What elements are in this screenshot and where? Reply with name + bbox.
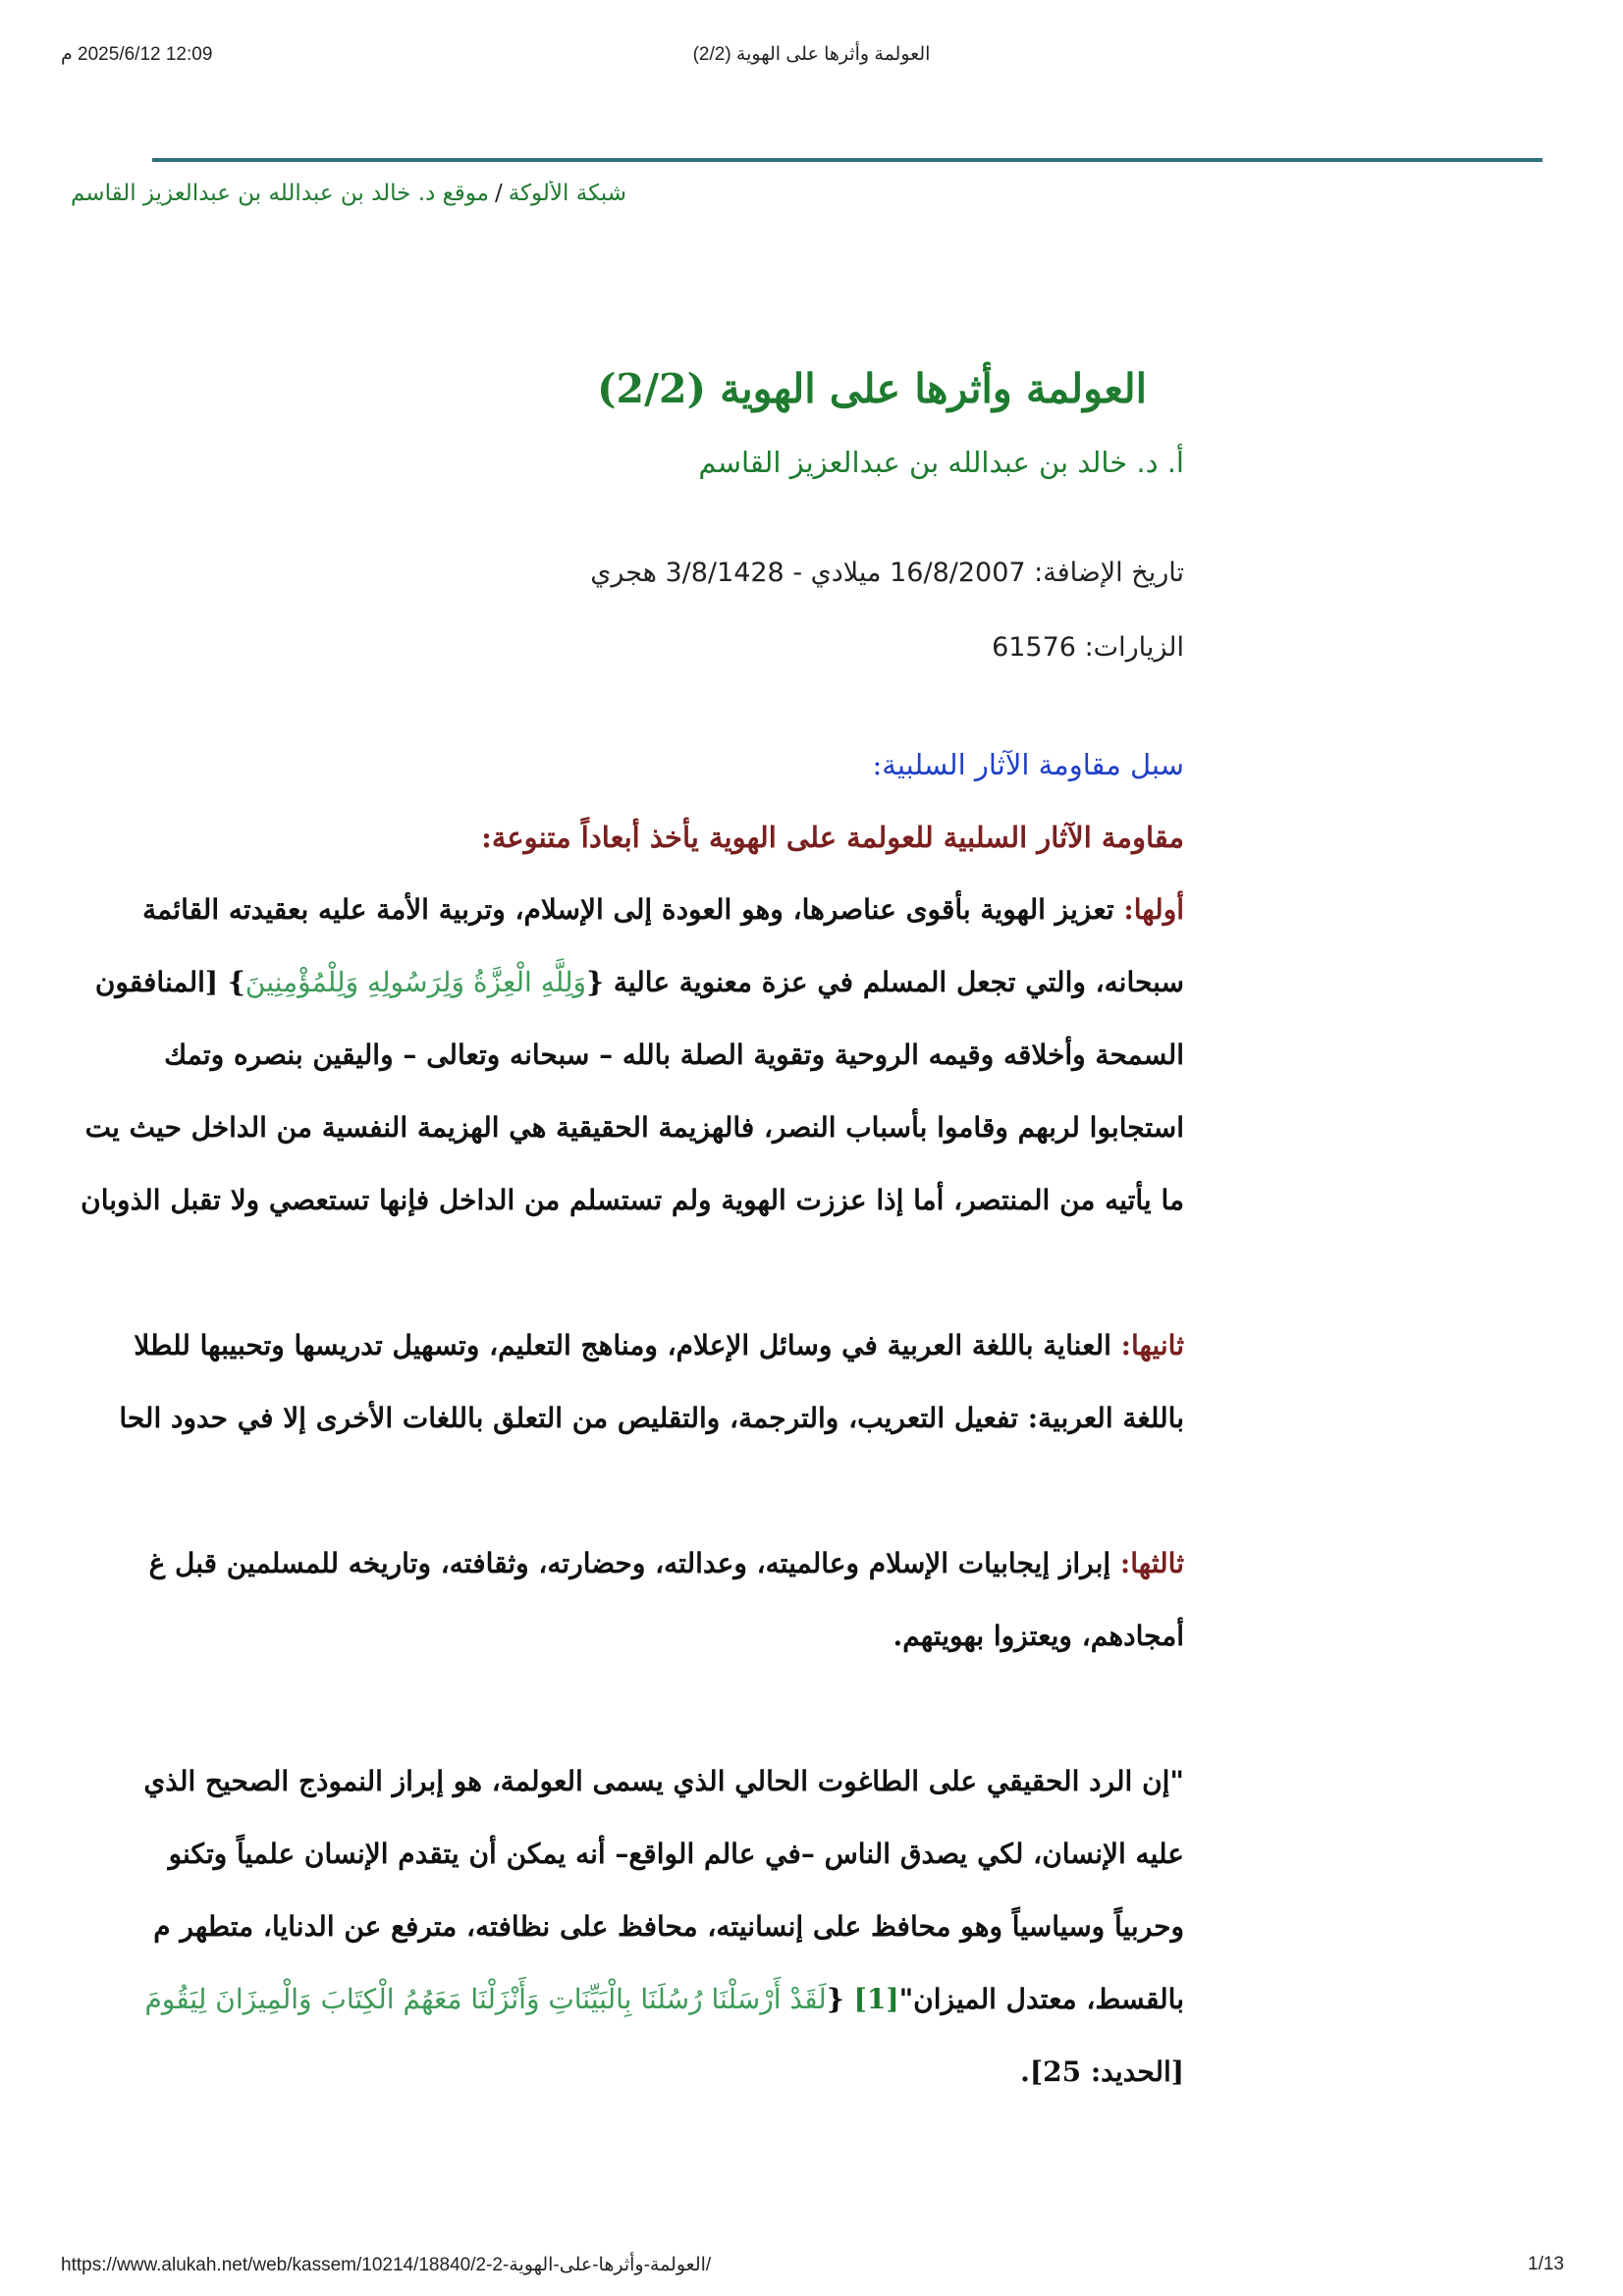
- p3-text-1: إبراز إيجابيات الإسلام وعالميته، وعدالته، وحضارته، وثقافته، وتاريخه للمسلمين قبل غ: [148, 1547, 1120, 1579]
- p1-text-2b: } [المنافقون: [94, 966, 245, 998]
- publish-date: [590, 558, 1184, 588]
- p2-line-1: [134, 1329, 1184, 1362]
- print-doc-title: العولمة وأثرها على الهوية (2/2): [692, 44, 931, 65]
- print-datetime: 12:09 2025/6/12 م: [61, 44, 213, 65]
- p1-text-2a: سبحانه، والتي تجعل المسلم في عزة معنوية عالية {: [586, 966, 1184, 998]
- publish-date-value: 16/8/2007 ميلادي - 3/8/1428 هجري: [590, 558, 1026, 588]
- article-content: [71, 349, 1184, 2215]
- visits-count: [992, 632, 1184, 663]
- p4-line-1: "إن الرد الحقيقي على الطاغوت الحالي الذي يسمى العولمة، هو إبراز النموذج الصحيح الذي: [143, 1765, 1184, 1797]
- breadcrumb-line: [71, 181, 626, 206]
- footer-url: https://www.alukah.net/web/kassem/10214/18840/العولمة-وأثرها-على-الهوية-2-2/: [61, 2255, 712, 2275]
- visits-label: الزيارات:: [1084, 632, 1184, 663]
- p4-line-5: [الحديد: 25].: [1020, 2056, 1184, 2088]
- section-heading: سبل مقاومة الآثار السلبية:: [872, 748, 1184, 781]
- print-header: [0, 43, 1623, 73]
- p1-text-1: تعزيز الهوية بأقوى عناصرها، وهو العودة إلى الإسلام، وتربية الأمة عليه بعقيدته القائمة: [142, 893, 1124, 926]
- p1-label: أولها:: [1123, 893, 1184, 926]
- p3-line-2: أمجادهم، ويعتزوا بهويتهم.: [893, 1620, 1184, 1652]
- p3-line-1: [149, 1547, 1184, 1579]
- p3-label: ثالثها:: [1119, 1547, 1184, 1579]
- breadcrumb-site-link[interactable]: شبكة الألوكة: [508, 181, 626, 206]
- p1-line-4: استجابوا لربهم وقاموا بأسباب النصر، فالهزيمة الحقيقية هي الهزيمة النفسية من الداخل حيث يت: [84, 1111, 1184, 1144]
- p4-line-3: وحربياً وسياسياً وهو محافظ على إنسانيته، محافظ على نظافته، مترفع عن الدنايا، متطهر م: [153, 1910, 1184, 1943]
- quran-verse-1: وَلِلَّهِ الْعِزَّةُ وَلِرَسُولِهِ وَلِلْمُؤْمِنِينَ: [244, 966, 587, 998]
- p4-text-4a: بالقسط، معتدل الميزان": [898, 1983, 1184, 2015]
- p4-line-2: عليه الإنسان، لكي يصدق الناس –في عالم الواقع– أنه يمكن أن يتقدم الإنسان علمياً وتكنو: [168, 1838, 1184, 1870]
- p1-line-2: [95, 966, 1184, 998]
- p4-line-4: [144, 1983, 1184, 2015]
- breadcrumb-separator: /: [495, 181, 503, 206]
- author-link[interactable]: أ. د. خالد بن عبدالله بن عبدالعزيز القاسم: [698, 446, 1184, 479]
- publish-date-label: تاريخ الإضافة:: [1034, 558, 1184, 588]
- p2-line-2: باللغة العربية: تفعيل التعريب، والترجمة، والتقليص من التعلق باللغات الأخرى إلا في حدود الحا: [119, 1402, 1184, 1434]
- page-number: 1/13: [1528, 2254, 1564, 2274]
- breadcrumb-section-link[interactable]: موقع د. خالد بن عبدالله بن عبدالعزيز القاسم: [71, 181, 490, 206]
- p1-line-1: [142, 893, 1184, 926]
- footnote-link-1[interactable]: [1]: [853, 1983, 899, 2015]
- sub-heading: مقاومة الآثار السلبية للعولمة على الهوية يأخذ أبعاداً متنوعة:: [481, 821, 1184, 854]
- p2-label: ثانيها:: [1120, 1329, 1184, 1362]
- article-title: العولمة وأثرها على الهوية (2/2): [597, 365, 1147, 412]
- visits-value: 61576: [992, 632, 1076, 663]
- p1-line-3: السمحة وأخلاقه وقيمه الروحية وتقوية الصلة بالله – سبحانه وتعالى – واليقين بنصره وتمك: [164, 1039, 1184, 1071]
- p2-text-1: العناية باللغة العربية في وسائل الإعلام، ومناهج التعليم، وتسهيل تدريسها وتحبيبها للطلا: [134, 1329, 1121, 1362]
- p4-text-4b: {: [826, 1983, 854, 2015]
- quran-verse-2: لَقَدْ أَرْسَلْنَا رُسُلَنَا بِالْبَيِّنَاتِ وَأَنْزَلْنَا مَعَهُمُ الْكِتَابَ وَالْمِيزَانَ لِيَقُومَ: [144, 1983, 827, 2015]
- p1-line-5: ما يأتيه من المنتصر، أما إذا عززت الهوية ولم تستسلم من الداخل فإنها تستعصي ولا تقبل الذوبان: [81, 1184, 1184, 1216]
- header-divider: [152, 158, 1542, 162]
- breadcrumb: [71, 181, 709, 224]
